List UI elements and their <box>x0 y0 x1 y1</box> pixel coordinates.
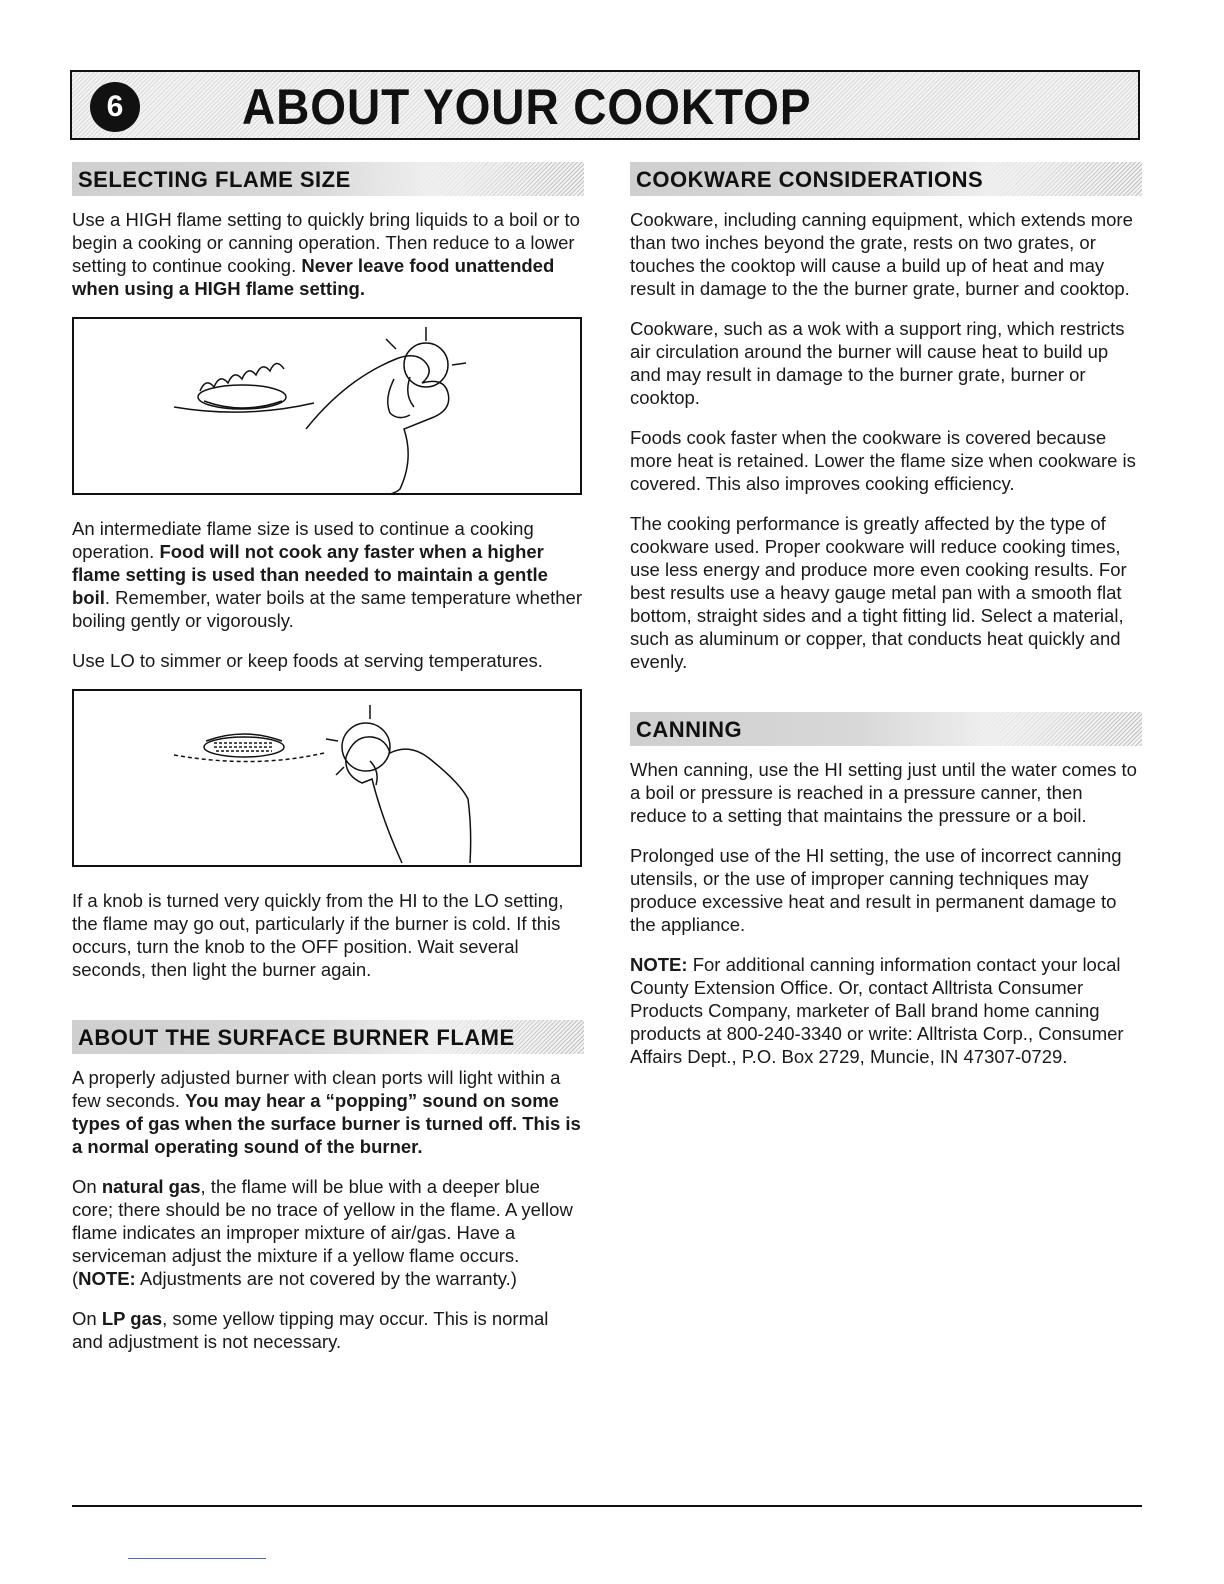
flame-size-paragraph-1: Use a HIGH flame setting to quickly bring liquids to a boil or to begin a cooking or canning operation. Then reduce to a lower setting to continue cooking. Never leave food unattended when using a HIGH flame setting. <box>72 209 580 299</box>
page-title: ABOUT YOUR COOKTOP <box>242 79 812 135</box>
burner-flame-paragraph-2: On natural gas, the flame will be blue with a deeper blue core; there should be no trace of yellow in the flame. A yellow flame indicates an improper mixture of air/gas. Have a serviceman adjust the mixture if a yellow flame occurs. (NOTE: Adjustments are not covered by the warranty.) <box>72 1176 573 1289</box>
canning-paragraph-3: NOTE: For additional canning information contact your local County Extension Office. Or, contact Alltrista Consumer Products Company, marketer of Ball brand home canning products at 800-240-3340 or write: Alltrista Corp., Consumer Affairs Dept., P.O. Box 2729, Muncie, IN 47307-0729. <box>630 954 1124 1067</box>
flame-size-paragraph-3: Use LO to simmer or keep foods at serving temperatures. <box>72 650 543 671</box>
flame-size-paragraph-2: An intermediate flame size is used to continue a cooking operation. Food will not cook any faster when a higher flame setting is used than needed to maintain a gentle boil. Remember, water boils at the same temperature whether boiling gently or vigorously. <box>72 518 582 631</box>
low-flame-figure <box>72 689 582 867</box>
canning-paragraph-2: Prolonged use of the HI setting, the use of incorrect canning utensils, or the use of improper canning techniques may produce excessive heat and result in permanent damage to the appliance. <box>630 845 1122 935</box>
burner-flame-paragraph-3: On LP gas, some yellow tipping may occur. This is normal and adjustment is not necessary. <box>72 1308 549 1352</box>
heading-selecting-flame-size: SELECTING FLAME SIZE <box>72 162 584 196</box>
cookware-paragraph-4: The cooking performance is greatly affected by the type of cookware used. Proper cookware will reduce cooking times, use less energy and produce more even cooking results. For best results use a heavy gauge metal pan with a smooth flat bottom, straight sides and a tight fitting lid. Select a material, such as aluminum or copper, that conducts heat quickly and evenly. <box>630 513 1127 672</box>
heading-cookware-considerations: COOKWARE CONSIDERATIONS <box>630 162 1142 196</box>
footer-divider <box>72 1505 1142 1507</box>
left-column <box>72 162 584 1370</box>
footer-accent-line <box>128 1558 266 1559</box>
heading-surface-burner-flame: ABOUT THE SURFACE BURNER FLAME <box>72 1020 584 1054</box>
burner-flame-paragraph-1: A properly adjusted burner with clean ports will light within a few seconds. You may hear a “popping” sound on some types of gas when the surface burner is turned off. This is a normal operating sound of the burner. <box>72 1067 581 1157</box>
right-column <box>630 162 1142 1085</box>
cookware-paragraph-2: Cookware, such as a wok with a support ring, which restricts air circulation around the burner will cause heat to build up and may result in damage to the burner grate, burner or cooktop. <box>630 318 1125 408</box>
heading-canning: CANNING <box>630 712 1142 746</box>
flame-size-paragraph-4: If a knob is turned very quickly from the HI to the LO setting, the flame may go out, particularly if the burner is cold. If this occurs, turn the knob to the OFF position. Wait several seconds, then light the burner again. <box>72 890 564 980</box>
cookware-paragraph-3: Foods cook faster when the cookware is covered because more heat is retained. Lower the flame size when cookware is covered. This also improves cooking efficiency. <box>630 427 1136 494</box>
canning-paragraph-1: When canning, use the HI setting just until the water comes to a boil or pressure is reached in a pressure canner, then reduce to a setting that maintains the pressure or a boil. <box>630 759 1137 826</box>
low-flame-knob-illustration-icon <box>74 691 580 865</box>
high-flame-knob-illustration-icon <box>74 319 580 493</box>
page-banner <box>70 70 1140 140</box>
high-flame-figure <box>72 317 582 495</box>
section-number-badge: 6 <box>90 82 140 132</box>
cookware-paragraph-1: Cookware, including canning equipment, which extends more than two inches beyond the grate, rests on two grates, or touches the cooktop will cause a build up of heat and may result in damage to the the burner grate, burner and cooktop. <box>630 209 1133 299</box>
